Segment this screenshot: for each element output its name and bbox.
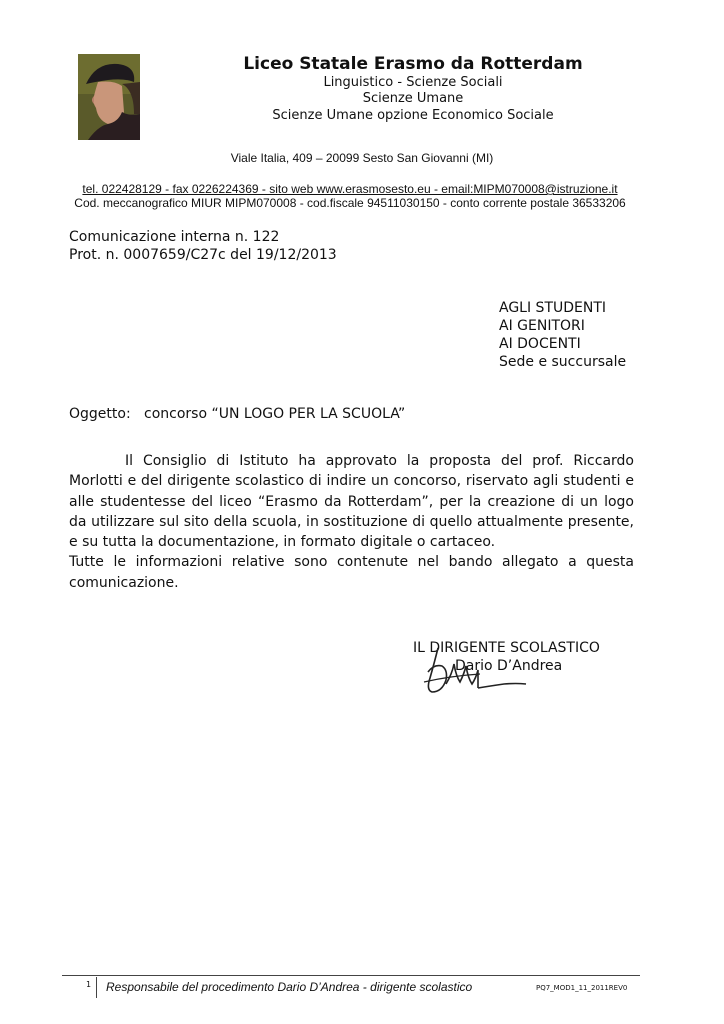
protocol-number: Prot. n. 0007659/C27c del 19/12/2013 <box>69 247 337 263</box>
school-subtitle-2: Scienze Umane <box>362 91 464 106</box>
footer-page-number: 1 <box>86 980 92 989</box>
recipient-students: AGLI STUDENTI <box>499 300 607 316</box>
school-subtitle-3: Scienze Umane opzione Economico Sociale <box>272 108 554 123</box>
erasmus-portrait-icon <box>78 54 140 140</box>
signature-name: Dario D’Andrea <box>455 658 563 674</box>
subject-line: Oggetto: concorso “UN LOGO PER LA SCUOLA” <box>69 406 406 422</box>
footer-doc-code: PQ7_MOD1_11_2011REV0 <box>536 984 628 992</box>
school-address: Viale Italia, 409 – 20099 Sesto San Giovanni (MI) <box>230 151 494 165</box>
footer-vertical-divider <box>96 977 97 998</box>
recipient-parents: AI GENITORI <box>499 318 585 334</box>
school-subtitle-1: Linguistico - Scienze Sociali <box>323 75 503 90</box>
recipient-teachers: AI DOCENTI <box>499 336 581 352</box>
school-contacts-link[interactable]: tel. 022428129 - fax 0226224369 - sito web www.erasmosesto.eu - email:MIPM070008@istruzione.it <box>82 182 618 196</box>
body-paragraph-2: Tutte le informazioni relative sono contenute nel bando allegato a questa comunicazione. <box>69 554 634 591</box>
footer-divider <box>62 975 640 976</box>
footer-responsible: Responsabile del procedimento Dario D’Andrea - dirigente scolastico <box>106 980 473 994</box>
body-paragraph-1: Il Consiglio di Istituto ha approvato la proposta del prof. Riccardo Morlotti e del dirigente scolastico di indire un concorso, riservato agli studenti e alle studentesse del liceo “Erasmo da Rotterdam”, per la creazione di un logo da utilizzare sul sito della scuola, in sostituzione di quello attualmente presente, e su tutta la documentazione, in formato digitale o cartaceo. <box>69 453 634 551</box>
letter-body <box>69 451 634 593</box>
school-name: Liceo Statale Erasmo da Rotterdam <box>243 54 583 74</box>
handwritten-signature-icon <box>420 644 530 696</box>
school-codes: Cod. meccanografico MIUR MIPM070008 - cod.fiscale 94511030150 - conto corrente postale 36533206 <box>74 196 626 210</box>
communication-number: Comunicazione interna n. 122 <box>69 229 280 245</box>
recipient-location: Sede e succursale <box>499 354 627 370</box>
signature-title: IL DIRIGENTE SCOLASTICO <box>413 640 600 656</box>
